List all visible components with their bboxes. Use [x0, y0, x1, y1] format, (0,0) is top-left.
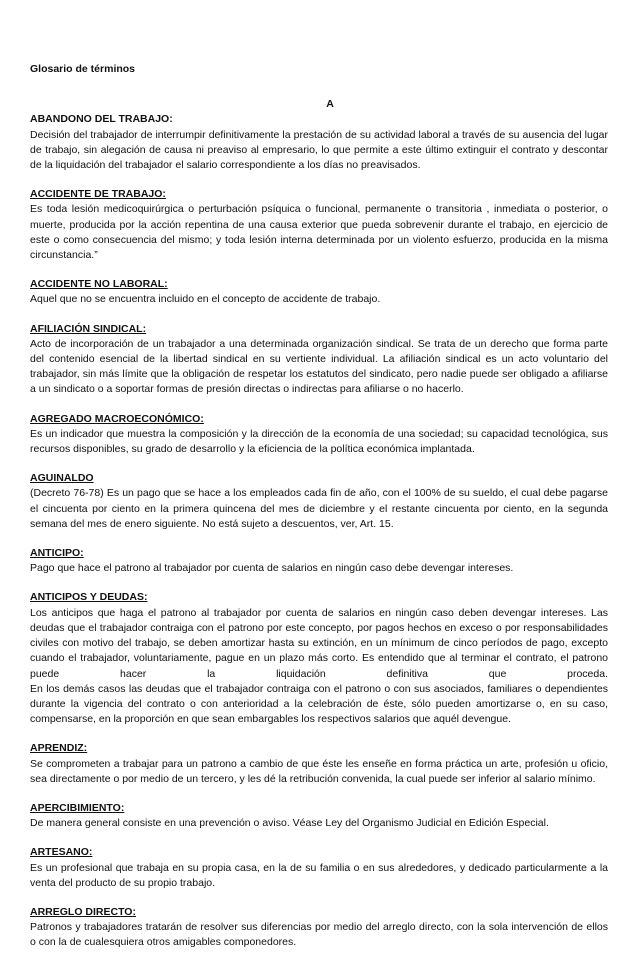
entry-definition: Acto de incorporación de un trabajador a una determinada organización sindical. Se trata de un derecho que forma parte del contenido esencial de la libertad sindical en su vertiente individual. La afiliación sindical es un acto voluntario del trabajador, sin más límite que la obligación de respetar los estatutos del sindicato, pero nadie puede ser obligado a afiliarse a un sindicato o a soportar formas de presión directas o indirectas para afiliarse o no hacerlo. — [30, 337, 608, 396]
entry-definition: Es toda lesión medicoquirúrgica o perturbación psíquica o funcional, permanente o transitoria , inmediata o posterior, o muerte, producida por la acción repentina de una causa exterior que pueda sobrevenir durante el trabajo, en ejercicio de este o como consecuencia del mismo; y toda lesión interna determinada por un violento esfuerzo, producida en la misma circunstancia.” — [30, 203, 608, 262]
entry-term: ACCIDENTE DE TRABAJO: — [30, 188, 166, 201]
entry-term: AGUINALDO — [30, 472, 94, 485]
glossary-entry-accidente-trabajo — [30, 187, 608, 263]
entry-term: AFILIACIÓN SINDICAL: — [30, 322, 147, 335]
entry-term: ABANDONO DEL TRABAJO: — [30, 113, 173, 126]
entry-definition: Se comprometen a trabajar para un patrono a cambio de que éste les enseñe en forma práctica un arte, profesión u oficio, sea directamente o por medio de un tercero, y les dé la retribución convenida, la cual puede ser inferior al salario mínimo. — [30, 757, 608, 785]
glossary-entry-arreglo-directo — [30, 905, 608, 951]
entry-definition: Decisión del trabajador de interrumpir definitivamente la prestación de su actividad laboral a través de su ausencia del lugar de trabajo, sin alegación de causa ni preaviso al empresario, lo que permite a este último extinguir el contrato y descontar de la liquidación del trabajador el salario correspondiente a los días no preavisados. — [30, 128, 608, 172]
entry-term: AGREGADO MACROECONÓMICO: — [30, 412, 204, 425]
entry-definition: Pago que hace el patrono al trabajador por cuenta de salarios en ningún caso debe devengar intereses. — [30, 562, 514, 575]
entry-term: APERCIBIMIENTO: — [30, 801, 125, 814]
glossary-entry-agregado-macroeconomico — [30, 412, 608, 458]
entry-definition: Es un indicador que muestra la composición y la dirección de la economía de una sociedad; su capacidad tecnológica, sus recursos disponibles, su grado de desarrollo y la eficiencia de la política económica implantada. — [30, 427, 608, 456]
entry-definition: Es un profesional que trabaja en su propia casa, en la de su familia o en sus alrededores, y dedicado particularmente a la venta del producto de su propio trabajo. — [30, 861, 608, 889]
entry-term: ARREGLO DIRECTO: — [30, 905, 136, 918]
entry-term: APRENDIZ: — [30, 742, 88, 755]
glossary-entry-afiliacion-sindical — [30, 322, 608, 398]
section-letter: A — [326, 98, 334, 111]
glossary-entry-aguinaldo — [30, 471, 608, 532]
entry-definition: De manera general consiste en una prevención o aviso. Véase Ley del Organismo Judicial en Edición Especial. — [30, 817, 549, 830]
glossary-entry-abandono — [30, 112, 608, 173]
entry-term: ANTICIPO: — [30, 547, 84, 560]
entry-definition: Aquel que no se encuentra incluido en el concepto de accidente de trabajo. — [30, 293, 381, 306]
glossary-entry-aprendiz — [30, 741, 608, 787]
glossary-entry-artesano — [30, 845, 608, 891]
glossary-entry-accidente-no-laboral — [30, 277, 608, 307]
entry-term: ACCIDENTE NO LABORAL: — [30, 278, 168, 291]
entry-definition: (Decreto 76-78) Es un pago que se hace a los empleados cada fin de año, con el 100% de su sueldo, el cual debe pagarse el cincuenta por ciento en la primera quincena del mes de diciembre y el restante cincuenta por ciento, en la segunda semana del mes de enero siguiente. No está sujeto a descuentos, ver, Art. 15. — [30, 487, 608, 530]
entry-term: ANTICIPOS Y DEUDAS: — [30, 591, 148, 604]
entry-term: ARTESANO: — [30, 846, 93, 859]
entry-definition: Los anticipos que haga el patrono al trabajador por cuenta de salarios en ningún caso deben devengar intereses. Las deudas que el trabajador contraiga con el patrono por este concepto, por pagos hechos en exceso o por responsabilidades civiles con motivo del trabajo, se deben amortizar hasta su extinción, en un mínimum de cinco períodos de pago, excepto cuando el trabajador, voluntariamente, pague en un plazo más corto. Es entendido que al terminar el contrato, el patrono puede hacer la liquidación definitiva que proceda. — [30, 606, 608, 680]
glossary-entry-anticipos-deudas — [30, 590, 608, 727]
entry-definition-continued: En los demás casos las deudas que el trabajador contraiga con el patrono o con sus asociados, familiares o dependientes durante la vigencia del contrato o con anterioridad a la celebración de éste, sólo pueden amortizarse o, en su caso, compensarse, en la proporción en que sean embargables los respectivos salarios que aquél devengue. — [30, 682, 608, 726]
glossary-entry-apercibimiento — [30, 801, 608, 831]
entry-definition: Patronos y trabajadores tratarán de resolver sus diferencias por medio del arreglo directo, con la sola intervención de ellos o con la de cualesquiera otros amigables componedores. — [30, 921, 608, 949]
document-title: Glosario de términos — [30, 63, 136, 75]
glossary-entry-anticipo — [30, 546, 608, 576]
